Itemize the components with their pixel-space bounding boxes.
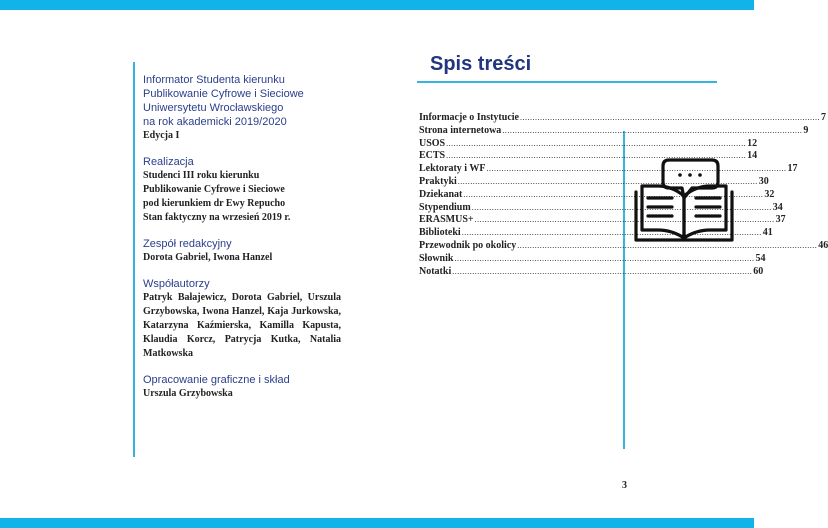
- toc-leader: ........................................................................................................................: [446, 138, 747, 148]
- toc-entry-page: 12: [747, 137, 758, 149]
- toc-entry-page: 14: [747, 150, 758, 162]
- realization-line: Publikowanie Cyfrowe i Sieciowe: [143, 184, 285, 195]
- edition: Edycja I: [143, 130, 180, 141]
- bottom-accent-bar: [0, 518, 754, 528]
- toc-entry-page: 9: [803, 124, 809, 136]
- realization-line: Stan faktyczny na wrzesień 2019 r.: [143, 212, 291, 223]
- publication-line: Publikowanie Cyfrowe i Sieciowe: [143, 88, 304, 100]
- toc-entry-page: 60: [753, 265, 764, 277]
- coauthors-section: [143, 277, 341, 361]
- toc-entry-label: Strona internetowa: [419, 124, 502, 136]
- toc-entry-page: 17: [787, 163, 798, 175]
- toc-leader: ........................................................................................................................: [446, 151, 747, 161]
- toc-entry-page: 46: [818, 239, 828, 251]
- toc-entry-label: Stypendium: [419, 201, 471, 213]
- toc-entry-page: 34: [772, 201, 783, 213]
- toc-entry[interactable]: [419, 214, 786, 227]
- toc-leader: ........................................................................................................................: [454, 253, 755, 263]
- coauthors-heading: Współautorzy: [143, 278, 210, 290]
- toc-leader: ........................................................................................................................: [519, 113, 820, 122]
- toc-entry-page: 41: [762, 227, 773, 239]
- toc-entry-label: USOS: [419, 137, 446, 149]
- toc-leader: ........................................................................................................................: [457, 176, 758, 186]
- publication-line: Informator Studenta kierunku: [143, 74, 285, 86]
- toc-entry-label: ECTS: [419, 150, 446, 162]
- realization-line: pod kierunkiem dr Ewy Repucho: [143, 198, 286, 209]
- toc-entry-page: 7: [820, 112, 826, 123]
- toc-entry-label: Lektoraty i WF: [419, 163, 486, 175]
- open-book-with-speech-bubble-icon: [634, 156, 734, 246]
- publication-info: [143, 73, 341, 143]
- top-accent-bar: [0, 0, 754, 10]
- toc-entry-page: 32: [764, 188, 775, 200]
- publication-line: na rok akademicki 2019/2020: [143, 116, 287, 128]
- toc-entry-label: Przewodnik po okolicy: [419, 239, 517, 251]
- realization-section: [143, 155, 341, 225]
- realization-line: Studenci III roku kierunku: [143, 170, 260, 181]
- toc-entry-label: Praktyki: [419, 175, 457, 187]
- toc-leader: ........................................................................................................................: [463, 189, 764, 199]
- toc-leader: ........................................................................................................................: [502, 125, 803, 135]
- toc-entry[interactable]: [419, 201, 783, 215]
- graphics-section: [143, 373, 341, 401]
- toc-entry[interactable]: [419, 265, 764, 279]
- toc-leader: ........................................................................................................................: [452, 266, 753, 276]
- toc-entry-label: Informacje o Instytucie: [419, 112, 519, 123]
- toc-leader: ........................................................................................................................: [517, 240, 818, 250]
- credits-column: [143, 73, 341, 413]
- toc-entry-label: Słownik: [419, 252, 454, 264]
- editorial-team-section: [143, 237, 341, 265]
- realization-heading: Realizacja: [143, 156, 194, 168]
- toc-leader: ........................................................................................................................: [471, 202, 772, 212]
- toc-entry-page: 30: [758, 175, 769, 187]
- toc-entry-label: Dziekanat: [419, 188, 463, 200]
- toc-list: [419, 112, 828, 278]
- editorial-team-heading: Zespół redakcyjny: [143, 238, 232, 250]
- toc-leader: ........................................................................................................................: [474, 215, 775, 225]
- toc-entry[interactable]: [419, 239, 828, 253]
- toc-entry-page: 37: [775, 214, 786, 226]
- page-number: 3: [622, 480, 627, 491]
- toc-entry[interactable]: [419, 227, 773, 240]
- toc-leader: ........................................................................................................................: [461, 228, 762, 238]
- toc-entry[interactable]: [419, 175, 769, 189]
- left-divider: [133, 62, 135, 457]
- toc-entry[interactable]: [419, 124, 809, 138]
- toc-entry-label: Biblioteki: [419, 227, 461, 239]
- toc-entry-page: 54: [755, 252, 766, 264]
- toc-title: Spis treści: [430, 53, 532, 75]
- graphics-heading: Opracowanie graficzne i skład: [143, 374, 290, 386]
- coauthors-names: Patryk Bałajewicz, Dorota Gabriel, Urszula Grzybowska, Iwona Hanzel, Kaja Jurkowska, Katarzyna Kaźmierska, Kamilla Kapusta, Klaudia Korcz, Patrycja Kutka, Natalia Matkowska: [143, 292, 341, 359]
- toc-leader: ........................................................................................................................: [486, 164, 787, 174]
- toc-entry[interactable]: [419, 163, 798, 176]
- toc-entry[interactable]: [419, 137, 758, 151]
- publication-line: Uniwersytetu Wrocławskiego: [143, 102, 284, 114]
- graphics-names: Urszula Grzybowska: [143, 388, 233, 399]
- toc-entry[interactable]: [419, 150, 758, 163]
- toc-entry-label: Notatki: [419, 265, 452, 277]
- toc-entry[interactable]: [419, 112, 826, 125]
- toc-entry[interactable]: [419, 252, 766, 266]
- title-underline: [417, 81, 717, 83]
- editorial-team-names: Dorota Gabriel, Iwona Hanzel: [143, 252, 273, 263]
- toc-entry-label: ERASMUS+: [419, 214, 474, 226]
- toc-entry[interactable]: [419, 188, 775, 202]
